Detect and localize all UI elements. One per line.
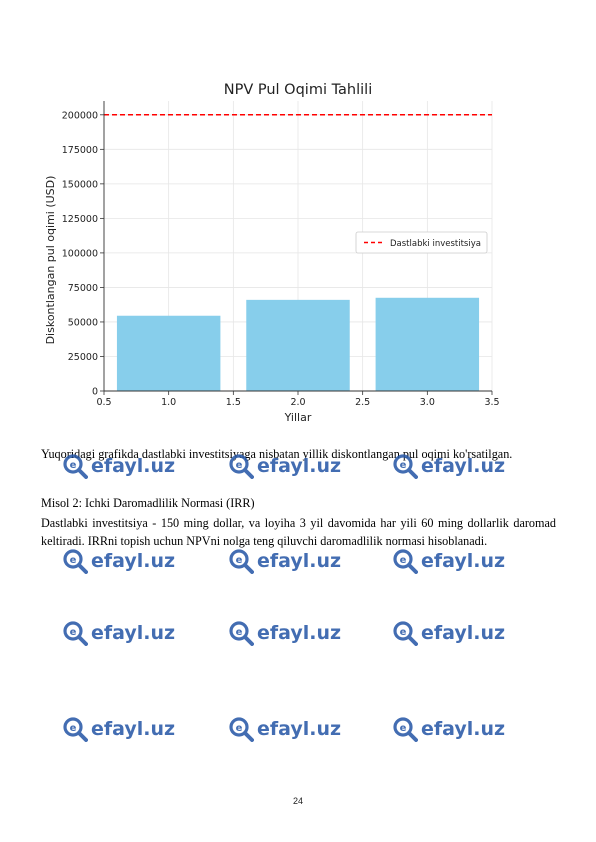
y-tick-label: 200000 <box>61 110 98 122</box>
watermark-text: efayl.uz <box>91 718 176 740</box>
bar <box>117 316 220 391</box>
svg-text:e: e <box>235 627 243 638</box>
watermark <box>392 620 505 646</box>
watermark-text: efayl.uz <box>91 455 176 477</box>
magnifier-logo-icon <box>228 453 254 479</box>
y-tick-label: 175000 <box>61 144 98 156</box>
y-tick-label: 50000 <box>67 317 98 329</box>
y-tick-label: 125000 <box>61 213 98 225</box>
watermark-text: efayl.uz <box>257 718 342 740</box>
watermark-text: efayl.uz <box>91 622 176 644</box>
svg-text:e: e <box>235 555 243 566</box>
x-tick-label: 2.0 <box>290 397 306 408</box>
watermark-text: efayl.uz <box>421 550 506 572</box>
watermark <box>392 453 505 479</box>
npv-chart <box>40 74 500 434</box>
svg-text:e: e <box>69 555 77 566</box>
svg-text:e: e <box>235 460 243 471</box>
magnifier-logo-icon <box>228 620 254 646</box>
magnifier-logo-icon <box>392 453 418 479</box>
x-axis-label: Yillar <box>284 411 312 424</box>
svg-text:e: e <box>399 723 407 734</box>
x-tick-label: 3.0 <box>419 397 435 408</box>
example-heading: Misol 2: Ichki Daromadlilik Normasi (IRR) <box>41 496 255 510</box>
watermark <box>228 620 341 646</box>
svg-text:e: e <box>69 460 77 471</box>
x-tick-label: 0.5 <box>96 397 112 408</box>
watermark <box>392 716 505 742</box>
magnifier-logo-icon <box>62 453 88 479</box>
watermark-text: efayl.uz <box>421 718 506 740</box>
magnifier-logo-icon <box>392 620 418 646</box>
svg-text:e: e <box>399 460 407 471</box>
bars <box>117 298 479 391</box>
legend-label: Dastlabki investitsiya <box>390 239 481 249</box>
chart-description: Yuqoridagi grafikda dastlabki investitsiyaga nisbatan yillik diskontlangan pul oqimi ko'rsatilgan. <box>41 447 513 461</box>
watermark <box>228 453 341 479</box>
svg-text:e: e <box>69 723 77 734</box>
watermark-text: efayl.uz <box>421 622 506 644</box>
watermark-text: efayl.uz <box>257 622 342 644</box>
x-tick-label: 1.0 <box>161 397 177 408</box>
watermark-text: efayl.uz <box>257 455 342 477</box>
watermark <box>62 716 175 742</box>
watermark <box>62 453 175 479</box>
x-tick-label: 2.5 <box>355 397 371 408</box>
watermark <box>228 548 341 574</box>
y-tick-label: 150000 <box>61 179 98 191</box>
legend <box>356 232 487 253</box>
y-axis-label: Diskontlangan pul oqimi (USD) <box>44 175 57 345</box>
y-tick-label: 0 <box>91 386 98 398</box>
svg-text:e: e <box>399 627 407 638</box>
y-tick-label: 75000 <box>67 282 98 294</box>
magnifier-logo-icon <box>228 548 254 574</box>
watermark-text: efayl.uz <box>421 455 506 477</box>
x-tick-label: 3.5 <box>484 397 500 408</box>
magnifier-logo-icon <box>228 716 254 742</box>
watermark-text: efayl.uz <box>91 550 176 572</box>
svg-text:e: e <box>69 627 77 638</box>
magnifier-logo-icon <box>62 548 88 574</box>
magnifier-logo-icon <box>392 716 418 742</box>
magnifier-logo-icon <box>62 716 88 742</box>
bar <box>376 298 479 391</box>
magnifier-logo-icon <box>62 620 88 646</box>
magnifier-logo-icon <box>392 548 418 574</box>
svg-text:e: e <box>235 723 243 734</box>
bar <box>246 300 349 391</box>
y-tick-label: 100000 <box>61 248 98 260</box>
watermark-text: efayl.uz <box>257 550 342 572</box>
chart-title: NPV Pul Oqimi Tahlili <box>223 82 373 98</box>
watermark <box>62 620 175 646</box>
x-tick-label: 1.5 <box>225 397 241 408</box>
watermark <box>62 548 175 574</box>
watermark <box>392 548 505 574</box>
example-text: Dastlabki investitsiya - 150 ming dollar, va loyiha 3 yil davomida har yili 60 ming dollarlik daromad keltiradi. IRRni topish uchun NPVni nolga teng qiluvchi daromadlilik normasi hisoblanadi. <box>41 516 556 548</box>
y-tick-label: 25000 <box>67 351 98 363</box>
watermark <box>228 716 341 742</box>
page-number: 24 <box>292 796 303 806</box>
svg-text:e: e <box>399 555 407 566</box>
